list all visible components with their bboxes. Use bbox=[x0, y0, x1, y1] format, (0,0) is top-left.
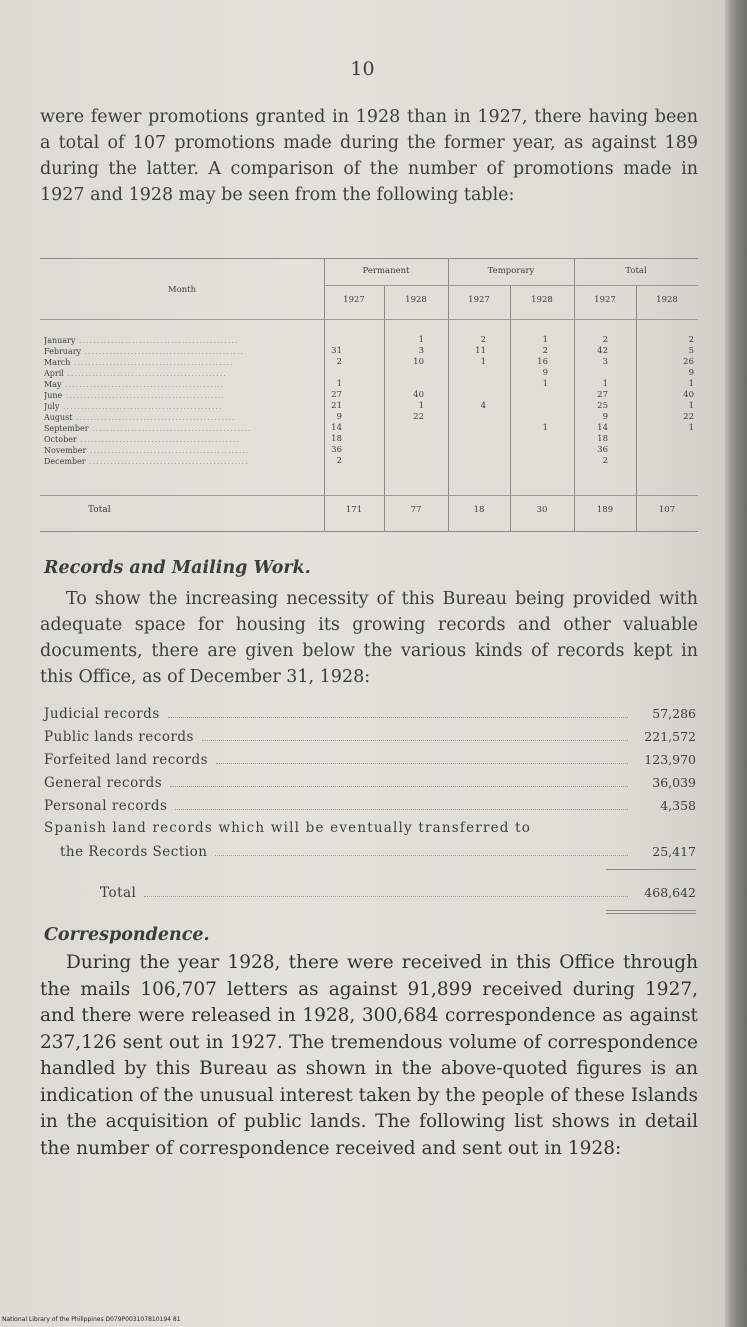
table-cell: 5 bbox=[688, 346, 694, 356]
page-number: 10 bbox=[350, 58, 375, 80]
footer-text: National Library of the Philippines D079P003107810194 81 bbox=[2, 1316, 181, 1323]
table-cell: 1 bbox=[542, 335, 548, 345]
table-cell bbox=[510, 390, 548, 401]
table-row: February ............................................. bbox=[44, 347, 245, 356]
table-cell: 36 bbox=[331, 445, 342, 455]
records-label: Spanish land records which will be eventually transferred to bbox=[44, 820, 532, 836]
table-cell bbox=[384, 368, 424, 379]
table-cell: 1 bbox=[602, 379, 608, 389]
records-value: 4,358 bbox=[660, 798, 696, 813]
table-cell: 27 bbox=[331, 390, 342, 400]
records-label: Judicial records bbox=[44, 706, 160, 722]
table-row: April ............................................. bbox=[44, 369, 227, 378]
permanent-header: Permanent bbox=[362, 266, 410, 276]
table-row: December ............................................. bbox=[44, 457, 249, 466]
page-edge bbox=[725, 0, 747, 1327]
table-cell bbox=[636, 434, 694, 445]
correspondence-paragraph: During the year 1928, there were received in this Office through the mails 106,707 letters as against 91,899 received during 1927, and there were released in 1928, 300,684 correspondence as against 237,126 sent out in 1927. The tremendous volume of correspondence handled by this Bureau as shown in the above-quoted figures is an indication of the unusual interest taken by the people of these Islands in the acquisition of public lands. The following list shows in detail the number of correspondence received and sent out in 1928: bbox=[40, 952, 698, 1159]
table-row: July ............................................. bbox=[44, 402, 223, 411]
table-cell: 22 bbox=[683, 412, 694, 422]
month-label: August bbox=[44, 413, 73, 422]
table-cell: 40 bbox=[683, 390, 694, 400]
table-row: November ............................................. bbox=[44, 446, 250, 455]
table-cell bbox=[448, 368, 486, 379]
table-cell: 1 bbox=[688, 379, 694, 389]
total-header: Total bbox=[625, 266, 647, 276]
records-label: the Records Section bbox=[60, 844, 208, 860]
month-label: March bbox=[44, 358, 71, 367]
year-header: 1928 bbox=[405, 295, 427, 305]
records-label: Forfeited land records bbox=[44, 752, 209, 768]
records-row bbox=[44, 725, 696, 748]
table-row: August ............................................. bbox=[44, 413, 236, 422]
records-value: 25,417 bbox=[652, 844, 696, 859]
records-row bbox=[44, 817, 696, 840]
table-cell: 3 bbox=[418, 346, 424, 356]
table-total-cell: 18 bbox=[473, 505, 485, 515]
year-header: 1928 bbox=[531, 295, 553, 305]
table-cell: 2 bbox=[336, 456, 342, 466]
table-cell: 2 bbox=[688, 335, 694, 345]
month-label: April bbox=[44, 369, 64, 378]
table-cell: 1 bbox=[688, 423, 694, 433]
table-cell: 14 bbox=[331, 423, 342, 433]
double-rule bbox=[606, 910, 696, 911]
table-total-cell: 107 bbox=[658, 505, 676, 515]
table-row: September ............................................. bbox=[44, 424, 252, 433]
table-cell: 1 bbox=[336, 379, 342, 389]
year-header: 1927 bbox=[594, 295, 616, 305]
table-cell: 36 bbox=[597, 445, 608, 455]
month-label: November bbox=[44, 446, 87, 455]
total-1928-column bbox=[636, 335, 694, 467]
month-label: July bbox=[44, 402, 60, 411]
table-cell: 2 bbox=[542, 346, 548, 356]
table-cell bbox=[384, 445, 424, 456]
table-cell bbox=[448, 445, 486, 456]
year-header: 1928 bbox=[656, 295, 678, 305]
table-cell: 42 bbox=[597, 346, 608, 356]
records-value: 36,039 bbox=[652, 775, 696, 790]
records-total-label: Total bbox=[100, 885, 137, 901]
table-row: January ............................................. bbox=[44, 336, 239, 345]
table-cell: 16 bbox=[537, 357, 548, 367]
table-cell: 2 bbox=[602, 335, 608, 345]
table-total-cell: 30 bbox=[536, 505, 548, 515]
records-heading: Records and Mailing Work. bbox=[44, 558, 311, 578]
table-cell: 2 bbox=[336, 357, 342, 367]
table-cell: 40 bbox=[413, 390, 424, 400]
table-cell bbox=[510, 456, 548, 467]
table-cell bbox=[448, 379, 486, 390]
records-value: 123,970 bbox=[644, 752, 696, 767]
table-cell: 2 bbox=[480, 335, 486, 345]
month-column bbox=[44, 335, 314, 467]
table-cell: 18 bbox=[597, 434, 608, 444]
table-cell: 18 bbox=[331, 434, 342, 444]
records-row bbox=[44, 794, 696, 817]
table-cell: 1 bbox=[480, 357, 486, 367]
table-cell: 4 bbox=[480, 401, 486, 411]
table-cell bbox=[636, 445, 694, 456]
table-cell bbox=[384, 434, 424, 445]
table-cell: 2 bbox=[602, 456, 608, 466]
table-cell: 1 bbox=[542, 379, 548, 389]
records-value: 221,572 bbox=[644, 729, 696, 744]
table-total-label: Total bbox=[88, 505, 111, 515]
month-label: December bbox=[44, 457, 86, 466]
month-label: May bbox=[44, 380, 62, 389]
table-cell: 10 bbox=[413, 357, 424, 367]
year-header: 1927 bbox=[468, 295, 490, 305]
table-cell bbox=[510, 412, 548, 423]
year-header: 1927 bbox=[343, 295, 365, 305]
table-cell: 21 bbox=[331, 401, 342, 411]
records-row bbox=[44, 748, 696, 771]
table-cell: 3 bbox=[602, 357, 608, 367]
table-cell: 9 bbox=[542, 368, 548, 378]
table-total-cell: 171 bbox=[345, 505, 363, 515]
table-cell: 11 bbox=[475, 346, 486, 356]
month-label: June bbox=[44, 391, 63, 400]
table-cell bbox=[448, 412, 486, 423]
table-cell: 25 bbox=[597, 401, 608, 411]
month-label: September bbox=[44, 424, 89, 433]
table-cell bbox=[324, 335, 342, 346]
temporary-1928-column bbox=[510, 335, 548, 467]
records-row bbox=[44, 840, 696, 863]
table-cell bbox=[324, 368, 342, 379]
records-row bbox=[44, 702, 696, 725]
table-cell: 14 bbox=[597, 423, 608, 433]
double-rule bbox=[606, 913, 696, 914]
month-label: October bbox=[44, 435, 77, 444]
table-cell: 27 bbox=[597, 390, 608, 400]
table-cell bbox=[384, 423, 424, 434]
table-cell: 1 bbox=[688, 401, 694, 411]
table-cell: 1 bbox=[542, 423, 548, 433]
temporary-1927-column bbox=[448, 335, 486, 467]
records-row bbox=[44, 771, 696, 794]
table-row: October ............................................. bbox=[44, 435, 240, 444]
table-cell bbox=[510, 434, 548, 445]
table-cell bbox=[510, 445, 548, 456]
records-total-value: 468,642 bbox=[644, 885, 696, 900]
temporary-header: Temporary bbox=[487, 266, 535, 276]
table-row: June ............................................. bbox=[44, 391, 226, 400]
records-label: General records bbox=[44, 775, 163, 791]
table-cell: 26 bbox=[683, 357, 694, 367]
table-cell: 1 bbox=[418, 401, 424, 411]
table-cell bbox=[636, 456, 694, 467]
table-row: May ............................................. bbox=[44, 380, 225, 389]
permanent-1928-column bbox=[384, 335, 424, 467]
table-cell: 31 bbox=[331, 346, 342, 356]
month-label: January bbox=[44, 336, 76, 345]
total-1927-column bbox=[574, 335, 608, 467]
table-cell bbox=[448, 390, 486, 401]
records-value: 57,286 bbox=[652, 706, 696, 721]
table-cell bbox=[384, 456, 424, 467]
records-total-row bbox=[44, 881, 696, 904]
table-cell bbox=[510, 401, 548, 412]
table-cell bbox=[384, 379, 424, 390]
table-total-cell: 189 bbox=[596, 505, 614, 515]
intro-paragraph: were fewer promotions granted in 1928 than in 1927, there having been a total of 107 promotions made during the former year, as against 189 during the latter. A comparison of the number of promotions made in 1927 and 1928 may be seen from the following table: bbox=[40, 107, 698, 205]
month-header: Month bbox=[167, 285, 197, 295]
table-cell bbox=[448, 434, 486, 445]
month-label: February bbox=[44, 347, 82, 356]
table-row: March ............................................. bbox=[44, 358, 234, 367]
table-cell bbox=[448, 423, 486, 434]
table-cell bbox=[448, 456, 486, 467]
table-cell: 9 bbox=[336, 412, 342, 422]
table-cell: 22 bbox=[413, 412, 424, 422]
records-label: Public lands records bbox=[44, 729, 194, 745]
table-total-cell: 77 bbox=[410, 505, 422, 515]
table-cell: 9 bbox=[602, 412, 608, 422]
records-paragraph: To show the increasing necessity of this Bureau being provided with adequate space for housing its growing records and other valuable documents, there are given below the various kinds of records kept in this Office, as of December 31, 1928: bbox=[40, 589, 698, 687]
promotions-table bbox=[40, 258, 698, 532]
table-cell bbox=[574, 368, 608, 379]
permanent-1927-column bbox=[324, 335, 342, 467]
records-label: Personal records bbox=[44, 798, 168, 814]
table-cell: 9 bbox=[688, 368, 694, 378]
records-list bbox=[44, 702, 696, 904]
sum-rule bbox=[606, 869, 696, 870]
correspondence-heading: Correspondence. bbox=[44, 925, 210, 945]
table-cell: 1 bbox=[418, 335, 424, 345]
